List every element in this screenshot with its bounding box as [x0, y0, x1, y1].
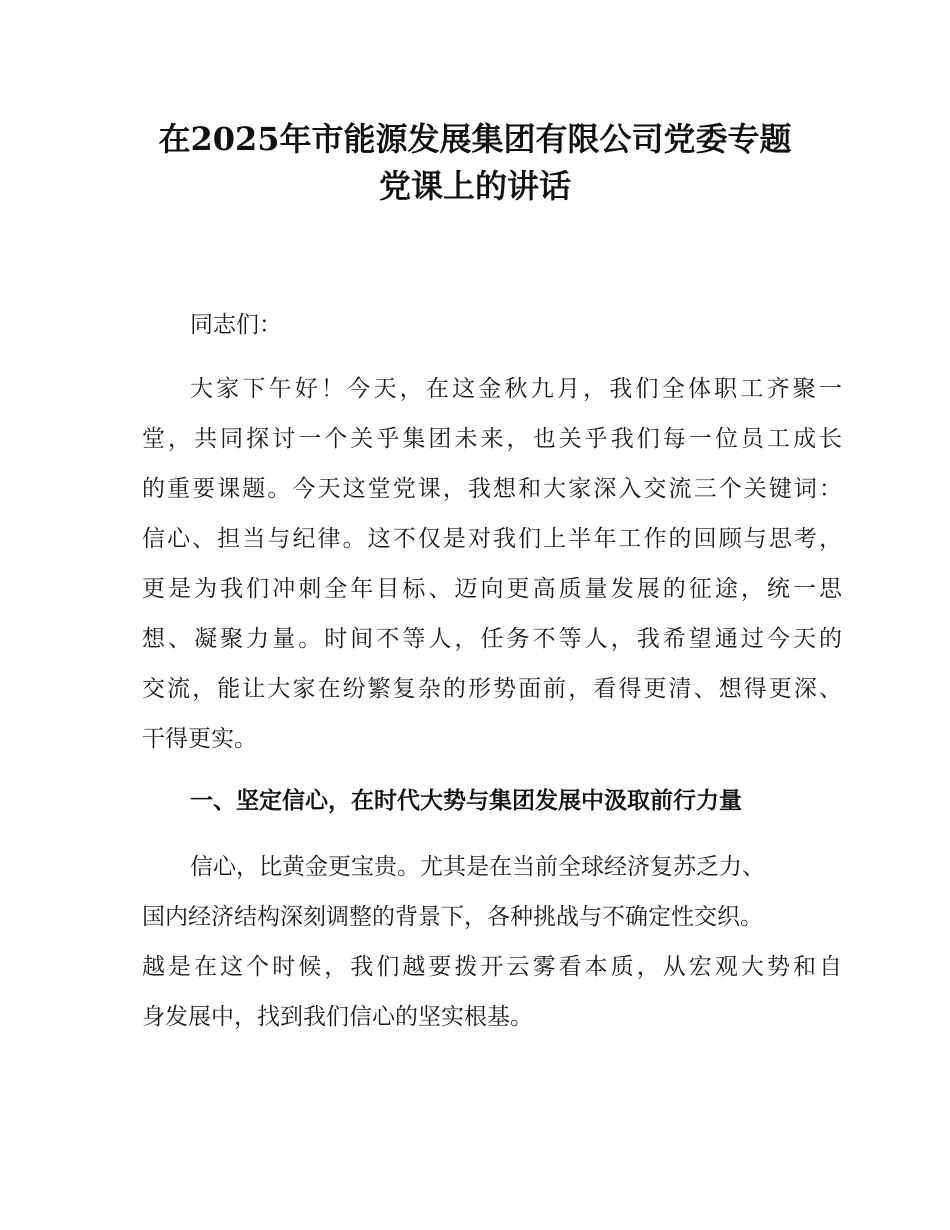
- document-title-line-2: 党课上的讲话: [378, 167, 571, 205]
- paragraph-line: 身发展中，找到我们信心的坚实根基。: [142, 1004, 533, 1030]
- section-heading: 一、坚定信心，在时代大势与集团发展中汲取前行力量: [190, 788, 742, 814]
- document-title-line-1: 在2025年市能源发展集团有限公司党委专题: [158, 120, 792, 158]
- section-paragraph: [142, 842, 842, 1042]
- paragraph-line: 国内经济结构深刻调整的背景下，各种挑战与不确定性交织。: [142, 904, 763, 930]
- paragraph-line: 更是为我们冲刺全年目标、迈向更高质量发展的征途，统一思: [142, 576, 842, 602]
- paragraph-line: 交流，能让大家在纷繁复杂的形势面前，看得更清、想得更深、: [142, 676, 842, 702]
- paragraph-line: 想、凝聚力量。时间不等人，任务不等人，我希望通过今天的: [142, 626, 842, 652]
- paragraph-line: 越是在这个时候，我们越要拨开云雾看本质，从宏观大势和自: [142, 954, 842, 980]
- paragraph-line: 干得更实。: [142, 726, 257, 752]
- paragraph-line: 信心，比黄金更宝贵。尤其是在当前全球经济复苏乏力、: [190, 854, 765, 880]
- paragraph-line: 信心、担当与纪律。这不仅是对我们上半年工作的回顾与思考，: [142, 526, 842, 552]
- salutation: [142, 300, 842, 350]
- intro-paragraph: [142, 364, 842, 764]
- salutation-text: 同志们：: [190, 312, 282, 338]
- paragraph-line: 的重要课题。今天这堂党课，我想和大家深入交流三个关键词：: [142, 476, 842, 502]
- paragraph-line: 大家下午好！今天，在这金秋九月，我们全体职工齐聚一: [190, 376, 842, 402]
- paragraph-line: 堂，共同探讨一个关乎集团未来，也关乎我们每一位员工成长: [142, 426, 842, 452]
